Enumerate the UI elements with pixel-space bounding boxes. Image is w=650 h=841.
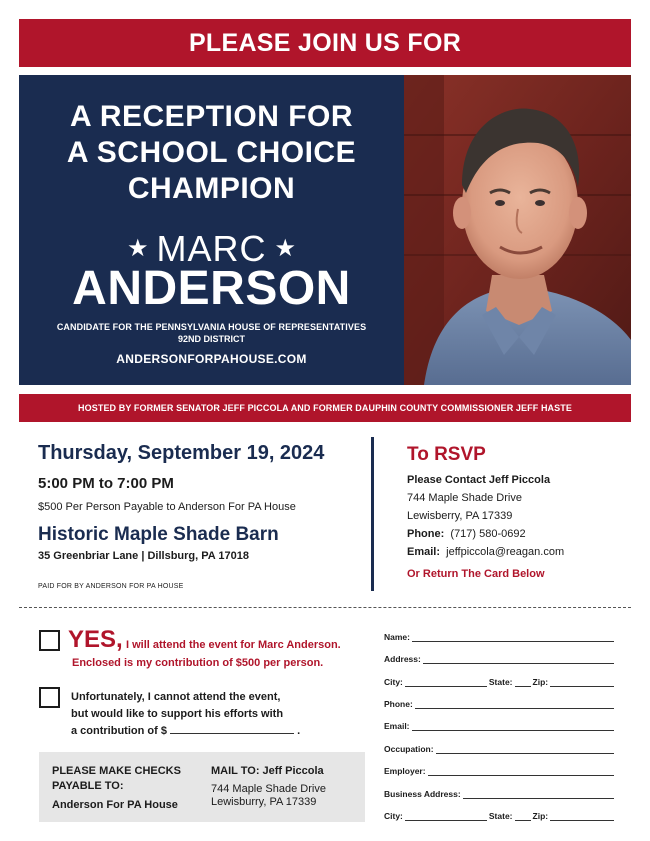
yes-checkbox[interactable] bbox=[39, 630, 60, 651]
event-time: 5:00 PM to 7:00 PM bbox=[38, 475, 174, 492]
payable-label: PLEASE MAKE CHECKS PAYABLE TO: bbox=[52, 765, 181, 792]
contribution-amount-field[interactable] bbox=[170, 724, 294, 734]
business-address-field[interactable] bbox=[463, 791, 614, 799]
email-field[interactable] bbox=[412, 723, 614, 731]
event-price: $500 Per Person Payable to Anderson For PA House bbox=[38, 501, 296, 513]
candidate-first-name: MARC bbox=[156, 228, 267, 269]
zip-field[interactable] bbox=[550, 679, 614, 687]
campaign-website[interactable]: ANDERSONFORPAHOUSE.COM bbox=[116, 352, 307, 366]
business-zip-label: Zip: bbox=[532, 811, 549, 821]
occupation-label: Occupation: bbox=[384, 744, 434, 754]
venue-address: 35 Greenbriar Lane | Dillsburg, PA 17018 bbox=[38, 550, 249, 562]
star-icon: ★ bbox=[126, 235, 149, 262]
form-row-employer bbox=[384, 762, 614, 776]
no-checkbox[interactable] bbox=[39, 687, 60, 708]
address-field[interactable] bbox=[423, 656, 614, 664]
form-row-address bbox=[384, 650, 614, 664]
phone-field[interactable] bbox=[415, 701, 614, 709]
rsvp-email[interactable]: jeffpiccola@reagan.com bbox=[446, 546, 565, 558]
venue-name: Historic Maple Shade Barn bbox=[38, 524, 279, 545]
headline-line-1: A RECEPTION FOR bbox=[69, 100, 354, 133]
hosted-by-banner: HOSTED BY FORMER SENATOR JEFF PICCOLA AND FORMER DAUPHIN COUNTY COMMISSIONER JEFF HASTE bbox=[19, 394, 631, 422]
form-row-city bbox=[384, 673, 614, 687]
email-label: Email: bbox=[384, 721, 410, 731]
rsvp-section bbox=[407, 443, 632, 583]
decline-text bbox=[71, 689, 331, 740]
business-city-label: City: bbox=[384, 811, 403, 821]
event-details bbox=[38, 440, 368, 591]
occupation-field[interactable] bbox=[436, 746, 614, 754]
address-label: Address: bbox=[384, 654, 421, 664]
mail-to-label: MAIL TO: Jeff Piccola bbox=[211, 765, 324, 777]
decline-line-1: Unfortunately, I cannot attend the event, bbox=[71, 691, 281, 703]
form-row-email bbox=[384, 717, 614, 731]
phone-label: Phone: bbox=[384, 699, 413, 709]
employer-field[interactable] bbox=[428, 768, 614, 776]
zip-label: Zip: bbox=[532, 677, 549, 687]
paid-for-disclaimer: PAID FOR BY ANDERSON FOR PA HOUSE bbox=[38, 583, 184, 590]
decline-line-3 bbox=[71, 723, 331, 740]
employer-label: Employer: bbox=[384, 766, 426, 776]
business-zip-field[interactable] bbox=[550, 813, 614, 821]
rsvp-contact: Please Contact Jeff Piccola bbox=[407, 474, 551, 486]
rsvp-phone-row bbox=[407, 525, 632, 543]
form-row-business-city bbox=[384, 807, 614, 821]
form-row-occupation bbox=[384, 740, 614, 754]
yes-text-line-1: I will attend the event for Marc Anderson. bbox=[126, 639, 341, 651]
payment-info-box bbox=[39, 752, 365, 822]
state-label: State: bbox=[488, 677, 513, 687]
business-state-field[interactable] bbox=[515, 813, 531, 821]
candidate-photo bbox=[404, 75, 631, 385]
rsvp-street: 744 Maple Shade Drive bbox=[407, 492, 522, 504]
hero-section bbox=[19, 75, 631, 385]
rsvp-city: Lewisberry, PA 17339 bbox=[407, 510, 513, 522]
star-icon: ★ bbox=[274, 235, 297, 262]
mail-city: Lewisburry, PA 17339 bbox=[211, 796, 317, 808]
rsvp-title: To RSVP bbox=[407, 444, 486, 465]
form-row-business-address bbox=[384, 785, 614, 799]
payable-name: Anderson For PA House bbox=[52, 799, 178, 811]
yes-label: YES, bbox=[68, 626, 123, 653]
contribution-suffix: . bbox=[297, 725, 301, 737]
headline-line-3: CHAMPION bbox=[127, 172, 296, 205]
city-field[interactable] bbox=[405, 679, 487, 687]
candidate-last-name: ANDERSON bbox=[72, 262, 351, 315]
rsvp-phone[interactable]: (717) 580-0692 bbox=[450, 528, 526, 540]
email-label: Email: bbox=[407, 546, 441, 558]
headline-line-2: A SCHOOL CHOICE bbox=[66, 136, 357, 169]
form-row-name bbox=[384, 628, 614, 642]
state-field[interactable] bbox=[515, 679, 531, 687]
top-banner: PLEASE JOIN US FOR bbox=[19, 19, 631, 67]
business-city-field[interactable] bbox=[405, 813, 487, 821]
city-label: City: bbox=[384, 677, 403, 687]
business-state-label: State: bbox=[488, 811, 513, 821]
decline-line-2: but would like to support his efforts with bbox=[71, 708, 284, 720]
rsvp-email-row bbox=[407, 543, 632, 561]
name-field[interactable] bbox=[412, 634, 614, 642]
cut-line bbox=[19, 607, 631, 608]
form-row-phone bbox=[384, 695, 614, 709]
name-label: Name: bbox=[384, 632, 410, 642]
candidacy-line: CANDIDATE FOR THE PENNSYLVANIA HOUSE OF REPRESENTATIVES bbox=[56, 322, 367, 332]
business-address-label: Business Address: bbox=[384, 789, 461, 799]
phone-label: Phone: bbox=[407, 528, 445, 540]
hero-text-panel bbox=[19, 75, 404, 385]
event-date: Thursday, September 19, 2024 bbox=[38, 442, 325, 464]
mail-street: 744 Maple Shade Drive bbox=[211, 783, 326, 795]
yes-text-line-2: Enclosed is my contribution of $500 per person. bbox=[72, 657, 324, 669]
contribution-prefix: a contribution of $ bbox=[71, 725, 167, 737]
rsvp-return-note: Or Return The Card Below bbox=[407, 568, 545, 580]
vertical-divider bbox=[371, 437, 374, 591]
district-line: 92ND DISTRICT bbox=[177, 334, 245, 344]
